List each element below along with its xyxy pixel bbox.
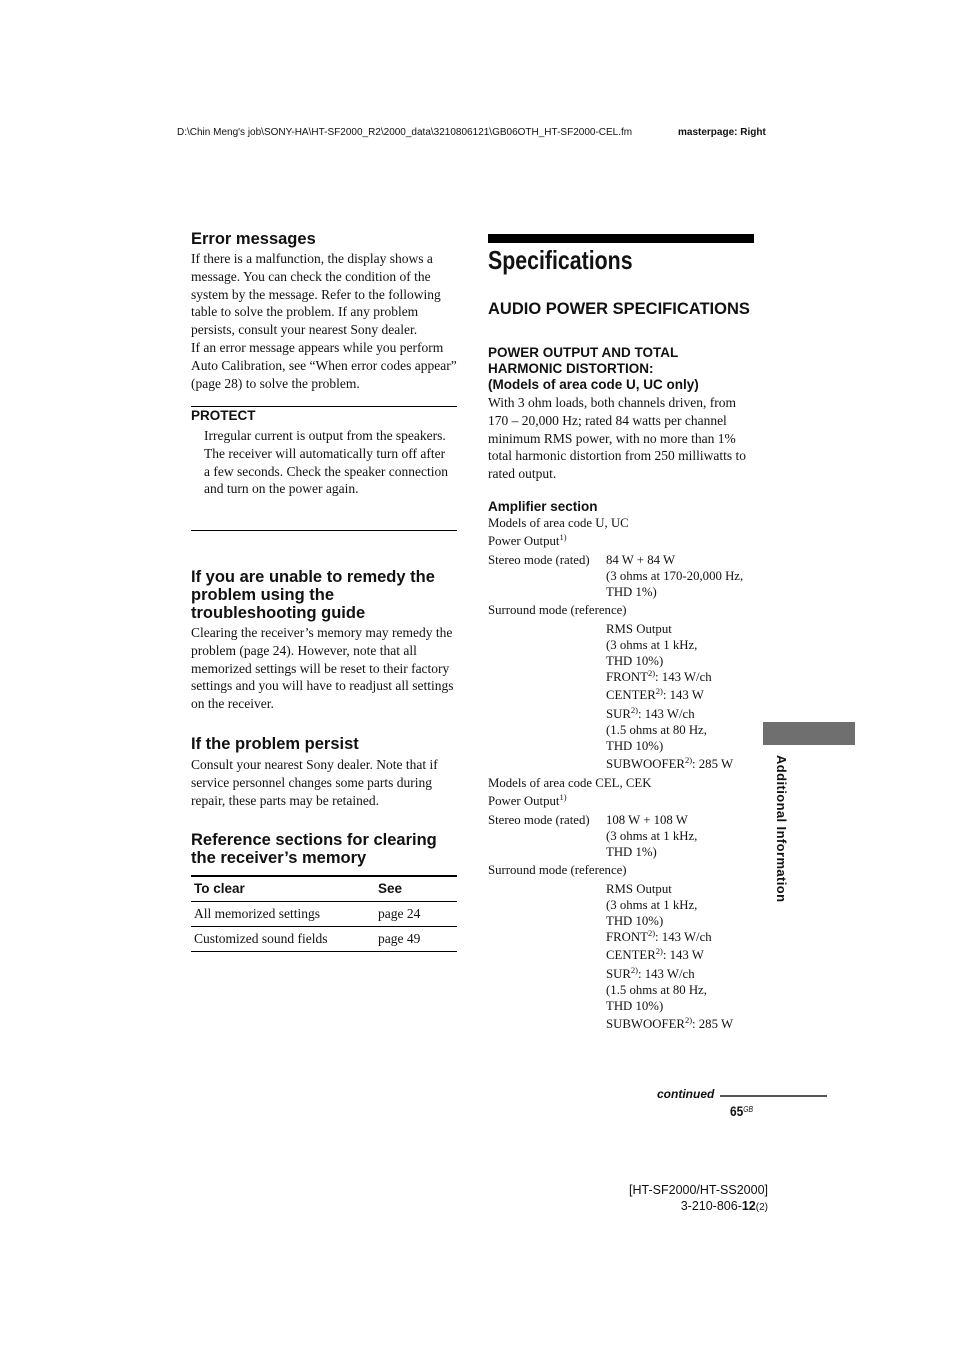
spec-cond: (1.5 ohms at 80 Hz, [606, 983, 707, 997]
spec-center: CENTER$^{2)}$: 143 W [606, 946, 704, 962]
continued-label: continued [657, 1087, 715, 1101]
spec-models-uuc: Models of area code U, UC [488, 516, 629, 530]
spec-sur: SUR$^{2)}$: 143 W/ch [606, 965, 695, 981]
reference-heading: Reference sections for clearing the receiver’s memory [191, 831, 437, 867]
side-tab-label: Additional Information [774, 755, 789, 903]
amplifier-section-heading: Amplifier section [488, 499, 598, 514]
power-output-heading-main: POWER OUTPUT AND TOTAL HARMONIC DISTORTION: [488, 345, 678, 376]
spec-power-output: Power Output$^{1)}$ [488, 792, 567, 808]
spec-power-output: Power Output$^{1)}$ [488, 532, 567, 548]
spec-sur: SUR$^{2)}$: 143 W/ch [606, 705, 695, 721]
protect-title: PROTECT [191, 408, 256, 423]
spec-stereo-label: Stereo mode (rated) [488, 553, 590, 567]
spec-stereo-label: Stereo mode (rated) [488, 813, 590, 827]
table-cell: page 49 [375, 927, 457, 952]
spec-cond: (3 ohms at 1 kHz, [606, 898, 698, 912]
unable-heading: If you are unable to remedy the problem using the troubleshooting guide [191, 568, 435, 622]
table-cell: page 24 [375, 902, 457, 927]
spec-stereo-cond: THD 1%) [606, 585, 657, 599]
table-row [191, 902, 457, 927]
spec-front: FRONT$^{2)}$: 143 W/ch [606, 928, 712, 944]
spec-stereo-cond: (3 ohms at 1 kHz, [606, 829, 698, 843]
model-code: [HT-SF2000/HT-SS2000] 3-210-806-12(2) [629, 1183, 768, 1213]
spec-cond: THD 10%) [606, 739, 664, 753]
spec-surround-label: Surround mode (reference) [488, 863, 627, 877]
power-output-heading [488, 345, 754, 393]
power-output-text: With 3 ohm loads, both channels driven, from 170 – 20,000 Hz; rated 84 watts per channel minimum RMS power, with no more than 1% total harmonic distortion from 250 milliwatts to rated output. [488, 395, 746, 482]
error-messages-heading: Error messages [191, 230, 316, 248]
spec-models-cel: Models of area code CEL, CEK [488, 776, 652, 790]
continued-rule [720, 1095, 827, 1097]
spec-cond: THD 10%) [606, 999, 664, 1013]
table-cell: All memorized settings [191, 902, 375, 927]
table-header-row [191, 876, 457, 902]
spec-stereo-cond: (3 ohms at 170-20,000 Hz, [606, 569, 744, 583]
spec-cond: THD 10%) [606, 914, 664, 928]
unable-text: Clearing the receiver’s memory may remedy the problem (page 24). However, note that all memorized settings will be reset to their factory settings and you will have to readjust all settings on the receiver. [191, 625, 454, 712]
masterpage-label: masterpage: Right [678, 127, 766, 138]
protect-box [191, 406, 457, 531]
persist-text: Consult your nearest Sony dealer. Note that if service personnel changes some parts during repair, these parts may be retained. [191, 757, 438, 808]
page-title: Specifications [488, 245, 633, 275]
title-bar [488, 234, 754, 243]
error-messages-para1: If there is a malfunction, the display shows a message. You can check the condition of the system by the message. Refer to the following table to solve the problem. If any problem persists, consult your nearest Sony dealer. [191, 251, 441, 338]
spec-cond: (1.5 ohms at 80 Hz, [606, 723, 707, 737]
table-row [191, 927, 457, 952]
spec-cond: (3 ohms at 1 kHz, [606, 638, 698, 652]
protect-text: Irregular current is output from the speakers. The receiver will automatically turn off after a few seconds. Check the speaker connection and turn on the power again. [204, 428, 449, 497]
spec-stereo-value: 84 W + 84 W [606, 553, 676, 567]
spec-rms-output: RMS Output [606, 622, 672, 636]
spec-stereo-cond: THD 1%) [606, 845, 657, 859]
spec-front: FRONT$^{2)}$: 143 W/ch [606, 668, 712, 684]
reference-table [191, 875, 457, 952]
spec-stereo-value: 108 W + 108 W [606, 813, 688, 827]
table-cell: Customized sound fields [191, 927, 375, 952]
persist-heading: If the problem persist [191, 735, 359, 753]
spec-rms-output: RMS Output [606, 882, 672, 896]
page-number: $65^{GB}$ [730, 1103, 754, 1119]
spec-surround-label: Surround mode (reference) [488, 603, 627, 617]
spec-subwoofer: SUBWOOFER$^{2)}$: 285 W [606, 1015, 734, 1031]
power-output-subheading: (Models of area code U, UC only) [488, 377, 699, 392]
file-path-header: D:\Chin Meng's job\SONY-HA\HT-SF2000_R2\2000_data\3210806121\GB06OTH_HT-SF2000-CEL.fm [177, 127, 633, 138]
audio-power-heading: AUDIO POWER SPECIFICATIONS [488, 300, 750, 318]
table-header-cell: See [375, 876, 457, 902]
table-header-cell: To clear [191, 876, 375, 902]
spec-center: CENTER$^{2)}$: 143 W [606, 686, 704, 702]
error-messages-para2: If an error message appears while you perform Auto Calibration, see “When error codes appear” (page 28) to solve the problem. [191, 340, 457, 391]
spec-subwoofer: SUBWOOFER$^{2)}$: 285 W [606, 755, 734, 771]
spec-cond: THD 10%) [606, 654, 664, 668]
side-tab [763, 722, 855, 745]
